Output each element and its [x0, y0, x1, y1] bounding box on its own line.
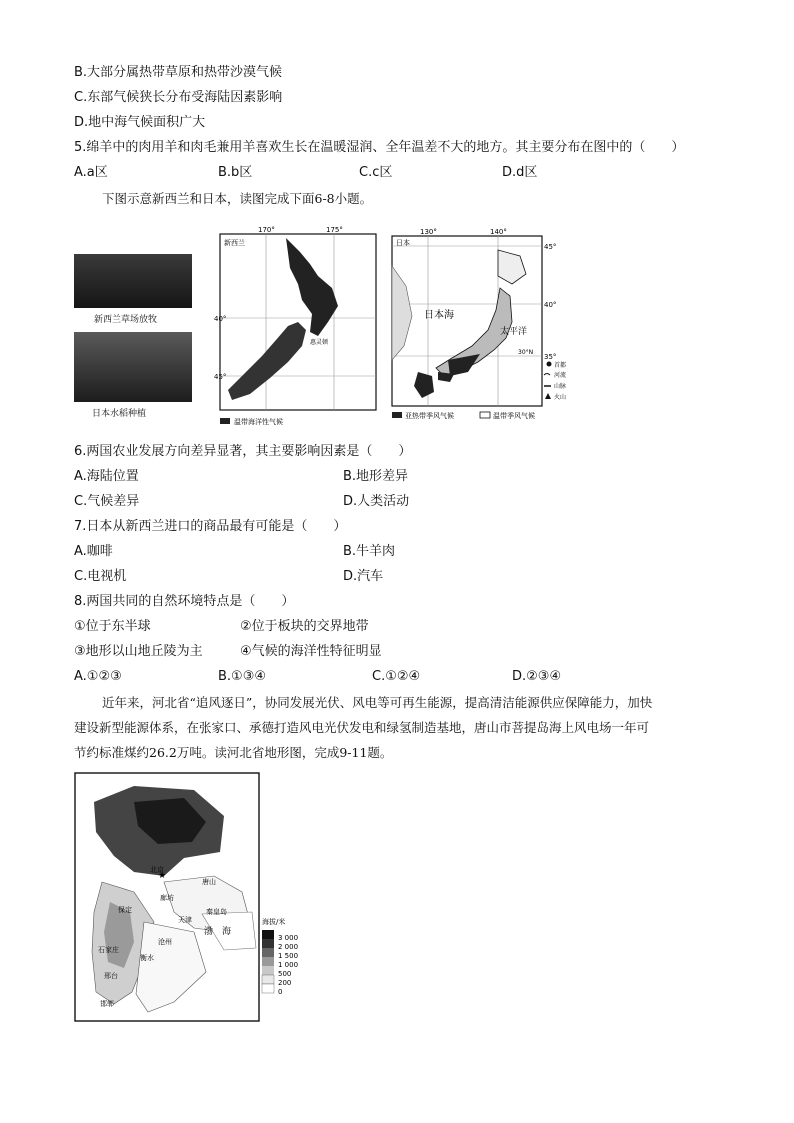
- legend-swatch-2000: [262, 939, 274, 948]
- nz-legend-swatch: [220, 418, 230, 424]
- jp-map-title: 日本: [396, 239, 410, 247]
- photo-nz-caption: 新西兰草场放牧: [94, 315, 158, 325]
- legend-level-2000: 2 000: [278, 943, 299, 951]
- photo-japan-rice: [74, 332, 192, 402]
- photo-japan-caption: 日本水稻种植: [92, 409, 147, 419]
- volcano-icon: [545, 393, 551, 399]
- jp-lon-140: 140°: [490, 228, 507, 236]
- nz-lat-45: 45°: [214, 373, 227, 381]
- legend-swatch-1000: [262, 957, 274, 966]
- q5-option-c: C.c区: [359, 165, 393, 180]
- jp-ocean-label: 太平洋: [500, 327, 528, 337]
- city-shijiazhuang: 石家庄: [98, 946, 119, 954]
- city-baoding: 保定: [118, 906, 132, 914]
- river-icon: [544, 374, 550, 376]
- q4-option-d: D.地中海气候面积广大: [74, 115, 206, 130]
- jp-key-volcano: 火山: [554, 394, 567, 401]
- legend-swatch-200: [262, 975, 274, 984]
- jp-lat-30n: 30°N: [518, 349, 534, 356]
- q5-option-a: A.a区: [74, 165, 108, 180]
- city-tianjin: 天津: [178, 916, 192, 924]
- city-handan: 邯郸: [100, 1000, 114, 1008]
- city-qinhuangdao: 秦皇岛: [206, 908, 227, 916]
- legend-level-3000: 3 000: [278, 934, 299, 942]
- jp-lat-35: 35°: [544, 353, 557, 361]
- nz-lat-40: 40°: [214, 315, 227, 323]
- q7-option-c: C.电视机: [74, 569, 127, 584]
- legend-swatch-500: [262, 966, 274, 975]
- city-beijing: 北京: [150, 866, 164, 874]
- legend-level-500: 500: [278, 970, 292, 978]
- legend-title: 海拔/米: [262, 918, 286, 926]
- jp-lat-45: 45°: [544, 243, 557, 251]
- q6-option-c: C.气候差异: [74, 494, 140, 509]
- q8-option-c: C.①②④: [372, 669, 421, 684]
- city-cangzhou: 沧州: [158, 938, 172, 946]
- hebei-map: [74, 772, 324, 1024]
- q8-option-d: D.②③④: [512, 669, 562, 684]
- jp-key-capital: 首都: [554, 362, 567, 369]
- q5-option-b: B.b区: [218, 165, 253, 180]
- photo-nz-pasture: [74, 254, 192, 308]
- q8-stem: 8.两国共同的自然环境特点是（ ）: [74, 594, 295, 609]
- city-hengshui: 衡水: [140, 954, 154, 962]
- nz-lon-175: 175°: [326, 226, 343, 234]
- q8-option-b: B.①③④: [218, 669, 267, 684]
- beijing-star-icon: ★: [158, 871, 167, 881]
- intro-9-11-line1: 近年来，河北省“追风逐日”，协同发展光伏、风电等可再生能源，提高清洁能源供应保障能力，加快: [102, 695, 653, 710]
- intro-6-8: 下图示意新西兰和日本，读图完成下面6-8小题。: [102, 191, 373, 206]
- q7-option-b: B.牛羊肉: [343, 544, 396, 559]
- intro-9-11-line2: 建设新型能源体系，在张家口、承德打造风电光伏发电和绿氢制造基地，唐山市菩提岛海上风电场一年可: [74, 720, 650, 735]
- q4-option-c: C.东部气候狭长分布受海陆因素影响: [74, 90, 283, 105]
- q6-option-d: D.人类活动: [343, 494, 410, 509]
- q7-stem: 7.日本从新西兰进口的商品最有可能是（ ）: [74, 519, 347, 534]
- q5-option-d: D.d区: [502, 165, 538, 180]
- jp-lon-130: 130°: [420, 228, 437, 236]
- q8-statement-1: ①位于东半球: [74, 619, 151, 634]
- jp-sea-label: 日本海: [424, 310, 454, 321]
- legend-level-0: 0: [278, 988, 283, 996]
- legend-level-1500: 1 500: [278, 952, 299, 960]
- nz-legend-label: 温带海洋性气候: [234, 418, 283, 426]
- q6-stem: 6.两国农业发展方向差异显著，其主要影响因素是（ ）: [74, 444, 412, 459]
- legend-swatch-3000: [262, 930, 274, 939]
- capital-icon: [547, 362, 552, 367]
- legend-swatch-0: [262, 984, 274, 993]
- nz-city-wellington: 惠灵顿: [310, 339, 329, 346]
- q4-option-b: B.大部分属热带草原和热带沙漠气候: [74, 65, 283, 80]
- jp-legend-2: 温带季风气候: [493, 412, 535, 420]
- japan-map: [388, 226, 567, 432]
- intro-9-11-line3: 节约标准煤约26.2万吨。读河北省地形图，完成9-11题。: [74, 745, 393, 760]
- legend-level-1000: 1 000: [278, 961, 299, 969]
- q8-statement-3: ③地形以山地丘陵为主: [74, 644, 203, 659]
- jp-key-mountain: 山脉: [554, 383, 567, 390]
- jp-legend-swatch-1: [392, 412, 402, 418]
- city-langfang: 廊坊: [160, 894, 174, 902]
- jp-legend-swatch-2: [480, 412, 490, 418]
- q6-option-a: A.海陆位置: [74, 469, 139, 484]
- city-xingtai: 邢台: [104, 972, 118, 980]
- nz-map-title: 新西兰: [224, 239, 245, 247]
- bohai-sea-label: 渤 海: [204, 927, 232, 937]
- q7-option-d: D.汽车: [343, 569, 384, 584]
- figure-nz-japan: [74, 226, 567, 432]
- nz-map: [214, 226, 384, 432]
- jp-key-river: 河流: [554, 372, 567, 379]
- q5-stem: 5.绵羊中的肉用羊和肉毛兼用羊喜欢生长在温暖湿润、全年温差不大的地方。其主要分布在图中的（ ）: [74, 140, 685, 155]
- q8-statement-4: ④气候的海洋性特征明显: [240, 644, 382, 659]
- q8-statement-2: ②位于板块的交界地带: [240, 619, 369, 634]
- nz-lon-170: 170°: [258, 226, 275, 234]
- city-tangshan: 唐山: [202, 878, 216, 886]
- q7-option-a: A.咖啡: [74, 544, 113, 559]
- q6-option-b: B.地形差异: [343, 469, 409, 484]
- legend-swatch-1500: [262, 948, 274, 957]
- q8-option-a: A.①②③: [74, 669, 122, 684]
- legend-level-200: 200: [278, 979, 292, 987]
- jp-lat-40: 40°: [544, 301, 557, 309]
- jp-legend-1: 亚热带季风气候: [405, 412, 454, 420]
